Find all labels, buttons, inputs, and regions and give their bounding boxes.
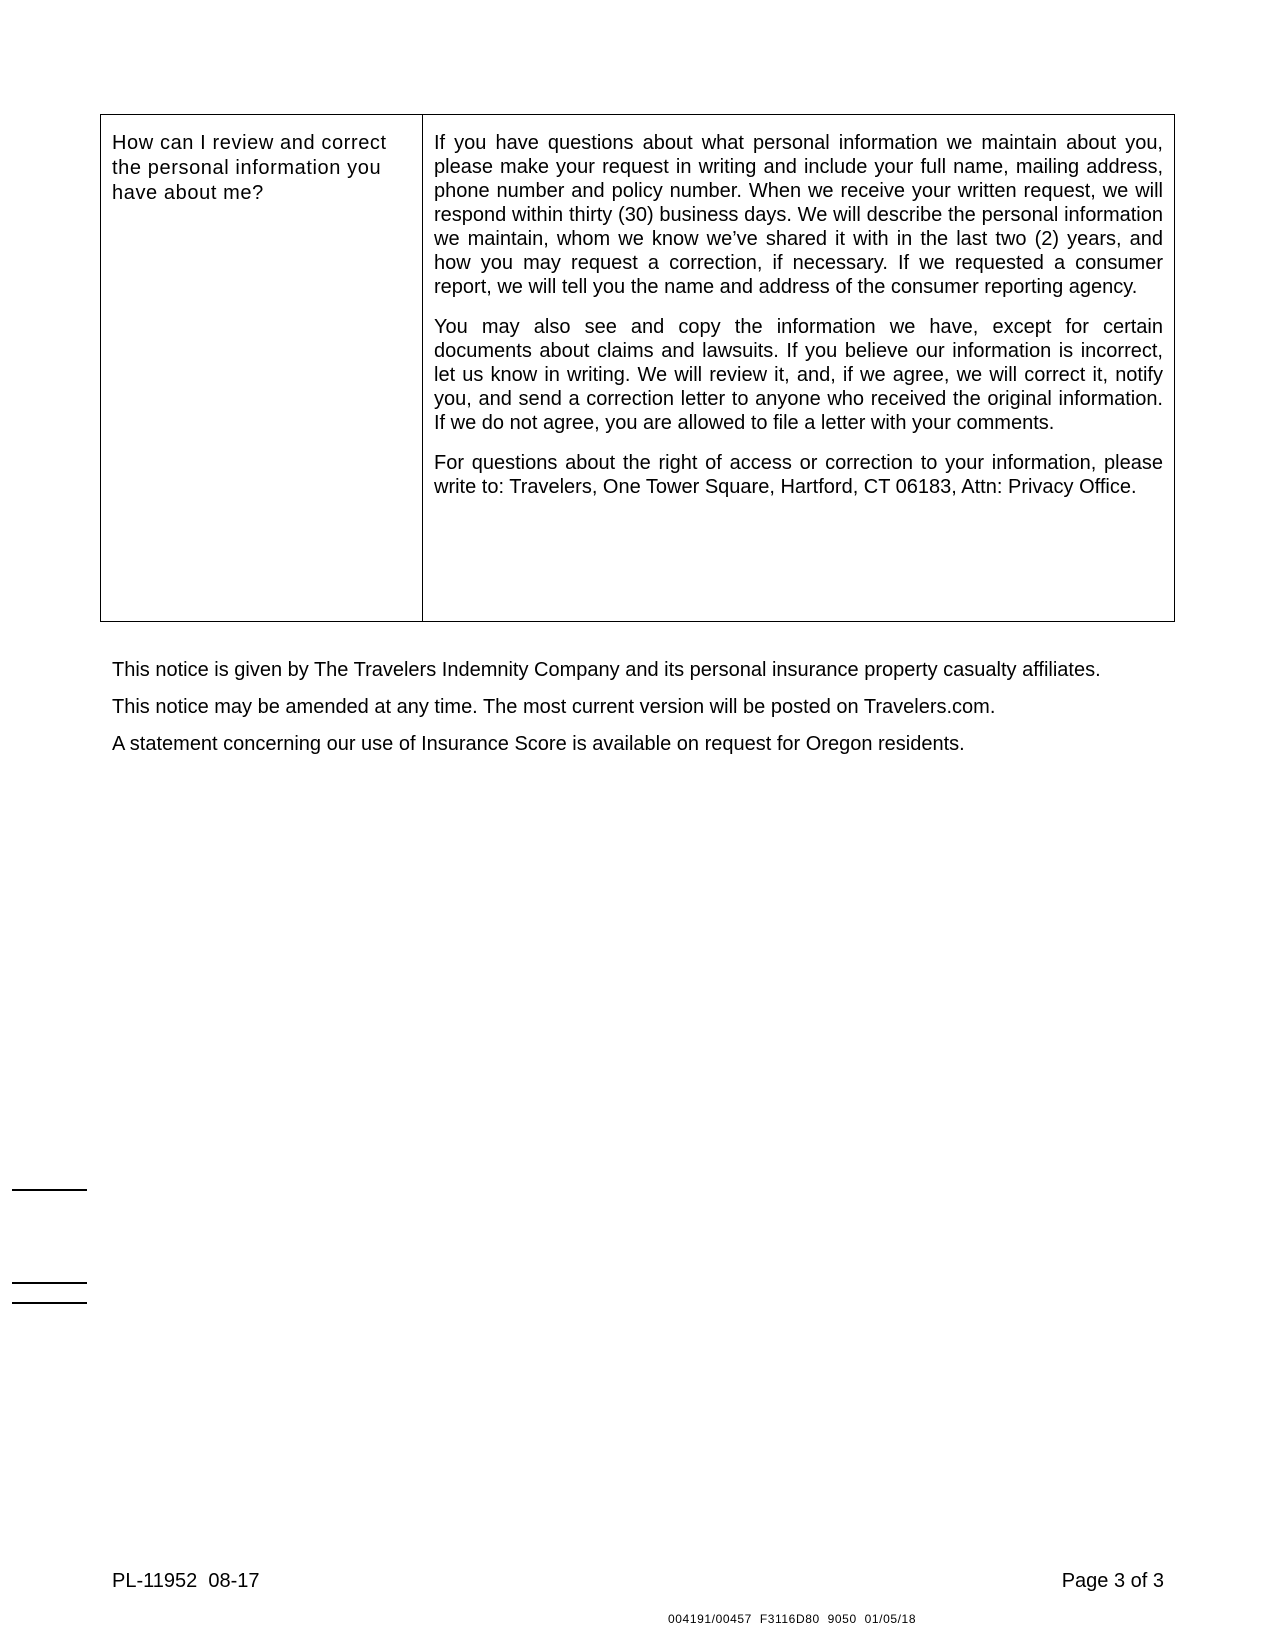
notice-amendment: This notice may be amended at any time. The most current version will be posted on Travelers.com. (112, 696, 996, 718)
page-number: Page 3 of 3 (1061, 1570, 1164, 1592)
form-number: PL-11952 08-17 (112, 1570, 260, 1592)
margin-mark (12, 1282, 87, 1284)
answer-cell (423, 115, 1174, 621)
notice-affiliates: This notice is given by The Travelers Indemnity Company and its personal insurance property casualty affiliates. (112, 659, 1101, 681)
question-cell (101, 115, 423, 621)
margin-mark (12, 1189, 87, 1191)
print-code: 004191/00457 F3116D80 9050 01/05/18 (668, 1612, 917, 1626)
faq-table (100, 114, 1175, 622)
answer-paragraph-1: If you have questions about what personal information we maintain about you, please make your request in writing and include your full name, mailing address, phone number and policy number. When we receive your written request, we will respond within thirty (30) business days. We will describe the personal information we maintain, whom we know we’ve shared it with in the last two (2) years, and how you may request a correction, if necessary. If we requested a consumer report, we will tell you the name and address of the consumer reporting agency. (434, 132, 1163, 298)
answer-paragraph-2: You may also see and copy the information we have, except for certain documents about claims and lawsuits. If you believe our information is incorrect, let us know in writing. We will review it, and, if we agree, we will correct it, notify you, and send a correction letter to anyone who received the original information. If we do not agree, you are allowed to file a letter with your comments. (434, 316, 1163, 434)
margin-mark (12, 1302, 87, 1304)
question-text: How can I review and correct the personal information you have about me? (112, 132, 387, 204)
answer-paragraph-3: For questions about the right of access or correction to your information, please write to: Travelers, One Tower Square, Hartford, CT 06183, Attn: Privacy Office. (434, 452, 1163, 498)
notice-insurance-score: A statement concerning our use of Insurance Score is available on request for Oregon residents. (112, 733, 965, 755)
